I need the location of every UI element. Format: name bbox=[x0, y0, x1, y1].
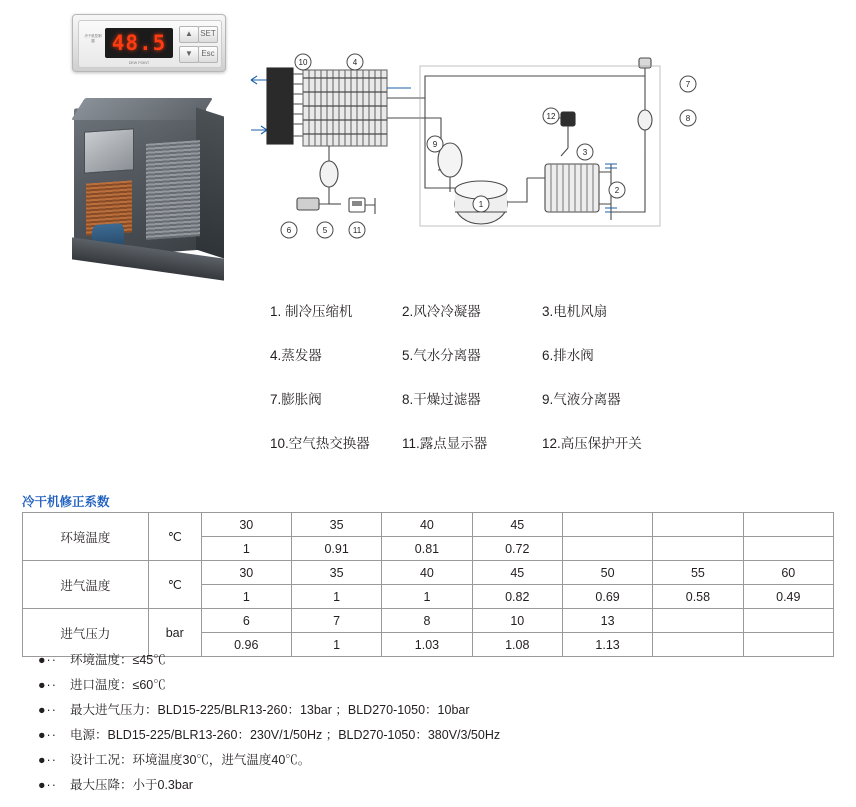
legend-row bbox=[270, 344, 690, 364]
svg-text:7: 7 bbox=[685, 80, 691, 89]
svg-text:4: 4 bbox=[352, 58, 358, 67]
controller-left-label: 冷干机控制器 bbox=[84, 34, 102, 43]
cell bbox=[653, 537, 743, 561]
cell: 1.13 bbox=[562, 633, 652, 657]
cell: 0.91 bbox=[291, 537, 381, 561]
svg-text:1: 1 bbox=[478, 200, 484, 209]
note-item bbox=[38, 777, 838, 793]
correction-factor-title: 冷干机修正系数 bbox=[22, 495, 110, 509]
table-row bbox=[23, 561, 834, 585]
controller-down-button[interactable]: ▼ bbox=[179, 46, 199, 63]
legend-row bbox=[270, 432, 690, 452]
svg-text:3: 3 bbox=[582, 148, 588, 157]
cell: 0.58 bbox=[653, 585, 743, 609]
machine-control-panel bbox=[84, 128, 134, 173]
cell: 1 bbox=[291, 585, 381, 609]
cell bbox=[562, 513, 652, 537]
cell bbox=[653, 609, 743, 633]
cell: 55 bbox=[653, 561, 743, 585]
cell: 1 bbox=[201, 585, 291, 609]
svg-text:9: 9 bbox=[432, 140, 438, 149]
legend-item: 8.干燥过滤器 bbox=[402, 392, 481, 407]
legend-row bbox=[270, 300, 690, 320]
legend-row bbox=[270, 388, 690, 408]
controller-display-value: 48.5 bbox=[111, 31, 167, 55]
note-text: 环境温度：≤45℃ bbox=[70, 653, 166, 667]
row-unit: bar bbox=[148, 609, 201, 657]
cell: 0.82 bbox=[472, 585, 562, 609]
cell: 30 bbox=[201, 561, 291, 585]
bullet-icon: ●·· bbox=[38, 678, 57, 692]
row-label: 环境温度 bbox=[23, 513, 149, 561]
cell bbox=[562, 537, 652, 561]
cell: 0.72 bbox=[472, 537, 562, 561]
cell: 13 bbox=[562, 609, 652, 633]
bullet-icon: ●·· bbox=[38, 728, 57, 742]
legend-item: 4.蒸发器 bbox=[270, 348, 322, 363]
cell: 35 bbox=[291, 561, 381, 585]
machine-top-panel bbox=[71, 98, 213, 120]
cell: 0.81 bbox=[382, 537, 472, 561]
cell: 50 bbox=[562, 561, 652, 585]
cell: 45 bbox=[472, 513, 562, 537]
legend-item: 7.膨胀阀 bbox=[270, 392, 322, 407]
cell: 0.69 bbox=[562, 585, 652, 609]
note-item bbox=[38, 677, 838, 693]
cell: 6 bbox=[201, 609, 291, 633]
cell: 60 bbox=[743, 561, 833, 585]
legend-item: 11.露点显示器 bbox=[402, 436, 488, 451]
table-row bbox=[23, 513, 834, 537]
note-item bbox=[38, 702, 838, 718]
legend-item: 2.风冷冷凝器 bbox=[402, 304, 481, 319]
correction-factor-table bbox=[22, 512, 834, 657]
row-label: 进气温度 bbox=[23, 561, 149, 609]
controller-faceplate bbox=[78, 20, 222, 68]
cell: 1 bbox=[291, 633, 381, 657]
table-row bbox=[23, 609, 834, 633]
machine-side-panel bbox=[196, 107, 224, 258]
svg-text:8: 8 bbox=[685, 114, 691, 123]
note-text: 设计工况：环境温度30℃，进气温度40℃。 bbox=[70, 753, 311, 767]
cell: 1.03 bbox=[382, 633, 472, 657]
specification-notes bbox=[38, 652, 838, 802]
svg-text:5: 5 bbox=[322, 226, 328, 235]
refrigeration-schematic-diagram bbox=[245, 52, 715, 247]
row-label: 进气压力 bbox=[23, 609, 149, 657]
svg-text:11: 11 bbox=[352, 226, 362, 235]
cell: 7 bbox=[291, 609, 381, 633]
legend-item: 6.排水阀 bbox=[542, 348, 594, 363]
cell: 35 bbox=[291, 513, 381, 537]
note-item bbox=[38, 652, 838, 668]
cell: 30 bbox=[201, 513, 291, 537]
legend-item: 3.电机风扇 bbox=[542, 304, 608, 319]
svg-text:6: 6 bbox=[286, 226, 292, 235]
legend-item: 1. 制冷压缩机 bbox=[270, 304, 353, 319]
row-unit: ℃ bbox=[148, 513, 201, 561]
controller-up-button[interactable]: ▲ bbox=[179, 26, 199, 43]
dryer-machine-photo bbox=[68, 96, 230, 278]
row-unit: ℃ bbox=[148, 561, 201, 609]
cell bbox=[743, 513, 833, 537]
bullet-icon: ●·· bbox=[38, 703, 57, 717]
cell bbox=[653, 513, 743, 537]
cell: 0.96 bbox=[201, 633, 291, 657]
cell bbox=[743, 609, 833, 633]
cell: 0.49 bbox=[743, 585, 833, 609]
cell: 45 bbox=[472, 561, 562, 585]
note-item bbox=[38, 752, 838, 768]
machine-grill bbox=[146, 140, 200, 240]
cell: 40 bbox=[382, 513, 472, 537]
legend-item: 5.气水分离器 bbox=[402, 348, 481, 363]
cell: 10 bbox=[472, 609, 562, 633]
svg-text:2: 2 bbox=[614, 186, 620, 195]
bullet-icon: ●·· bbox=[38, 753, 57, 767]
cell: 40 bbox=[382, 561, 472, 585]
note-item bbox=[38, 727, 838, 743]
cell: 1.08 bbox=[472, 633, 562, 657]
cell: 1 bbox=[201, 537, 291, 561]
legend-item: 12.高压保护开关 bbox=[542, 436, 642, 451]
note-text: 电源：BLD15-225/BLR13-260：230V/1/50Hz ；BLD270-1050：380V/3/50Hz bbox=[70, 728, 501, 742]
controller-esc-button[interactable]: Esc bbox=[198, 46, 218, 63]
controller-sub-label: DEW POINT bbox=[128, 61, 150, 65]
svg-text:12: 12 bbox=[546, 112, 556, 121]
controller-device-photo bbox=[72, 14, 226, 72]
cell: 8 bbox=[382, 609, 472, 633]
component-legend bbox=[270, 300, 690, 476]
legend-item: 10.空气热交换器 bbox=[270, 436, 370, 451]
note-text: 最大压降：小于0.3bar bbox=[70, 778, 193, 792]
note-text: 最大进气压力：BLD15-225/BLR13-260：13bar ；BLD270-1050：10bar bbox=[70, 703, 470, 717]
cell bbox=[743, 537, 833, 561]
legend-item: 9.气液分离器 bbox=[542, 392, 621, 407]
bullet-icon: ●·· bbox=[38, 778, 57, 792]
controller-display bbox=[105, 28, 173, 58]
cell: 1 bbox=[382, 585, 472, 609]
note-text: 进口温度：≤60℃ bbox=[70, 678, 166, 692]
controller-set-button[interactable]: SET bbox=[198, 26, 218, 43]
svg-text:10: 10 bbox=[298, 58, 308, 67]
bullet-icon: ●·· bbox=[38, 653, 57, 667]
